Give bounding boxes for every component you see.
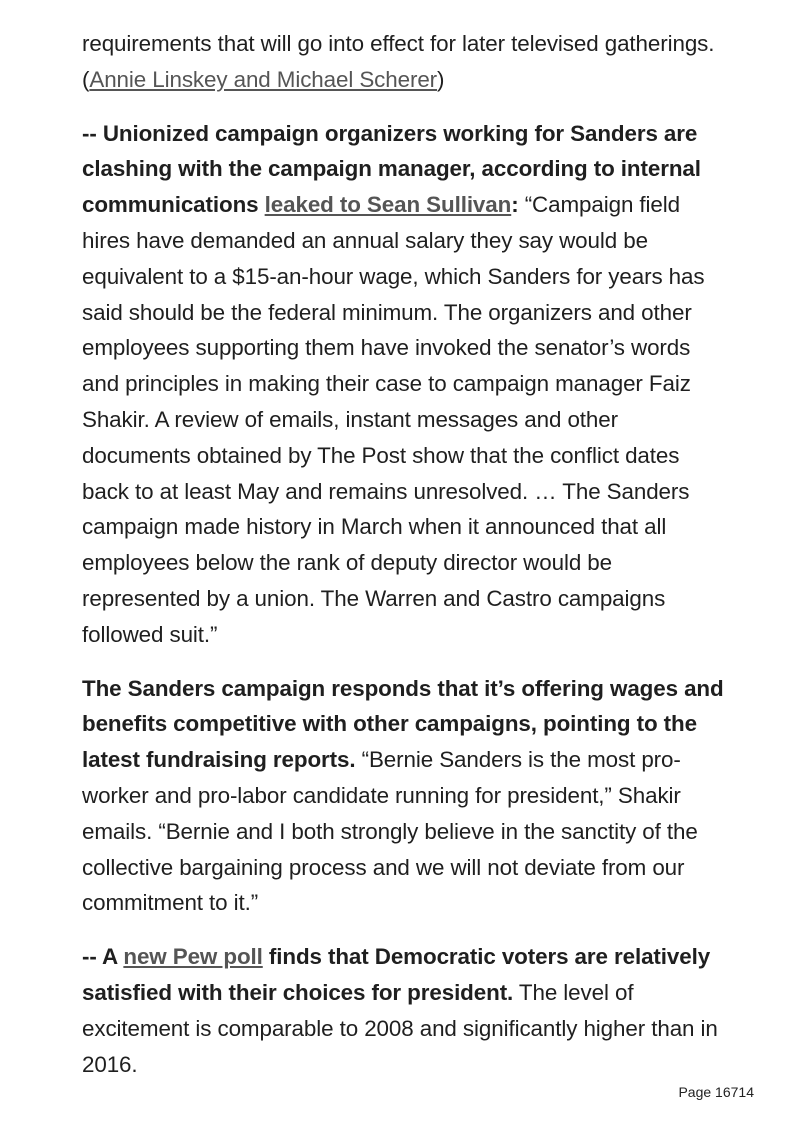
paragraph-text: “Campaign field hires have demanded an annual salary they say would be equivalent to a $15-an-hour wage, which Sanders for years has said should be the federal minimum. The organizers and other employees supporting them have invoked the senator’s words and principles in making their case to campaign manager Faiz Shakir. A review of emails, instant messages and other documents obtained by The Post show that the conflict dates back to at least May and remains unresolved. … The Sanders campaign made history in March when it announced that all employees below the rank of deputy director would be represented by a union. The Warren and Castro campaigns followed suit.” [82,192,705,647]
bold-lead: -- Unionized campaign organizers working for Sanders are clashing with the campaign manager, according to internal communications [82,120,701,218]
paragraph-text: ) [437,66,445,92]
bold-lead: The Sanders campaign responds that it’s offering wages and benefits competitive with other campaigns, pointing to the latest fundraising reports. [82,675,724,773]
paragraph-2 [82,116,732,653]
article-body [82,26,732,1100]
sullivan-link[interactable]: leaked to Sean Sullivan [264,192,512,218]
bold-lead: -- A [82,944,124,970]
paragraph-1 [82,26,732,98]
bold-lead: finds that Democratic voters are relatively satisfied with their choices for president. [82,944,711,1005]
paragraph-4 [82,939,732,1082]
bold-lead: : [511,192,519,218]
author-link[interactable]: Annie Linskey and Michael Scherer [89,66,438,92]
paragraph-3 [82,671,732,922]
pew-poll-link[interactable]: new Pew poll [123,944,263,970]
page-number: Page 16714 [678,1084,754,1100]
paragraph-text: The level of excitement is comparable to 2008 and significantly higher than in 2016. [82,979,718,1077]
paragraph-text: “Bernie Sanders is the most pro-worker and pro-labor candidate running for president,” Shakir emails. “Bernie and I both strongly believe in the sanctity of the collective bargaining process and we will not deviate from our commitment to it.” [82,747,698,916]
paragraph-text: requirements that will go into effect for later televised gatherings. ( [82,31,715,92]
